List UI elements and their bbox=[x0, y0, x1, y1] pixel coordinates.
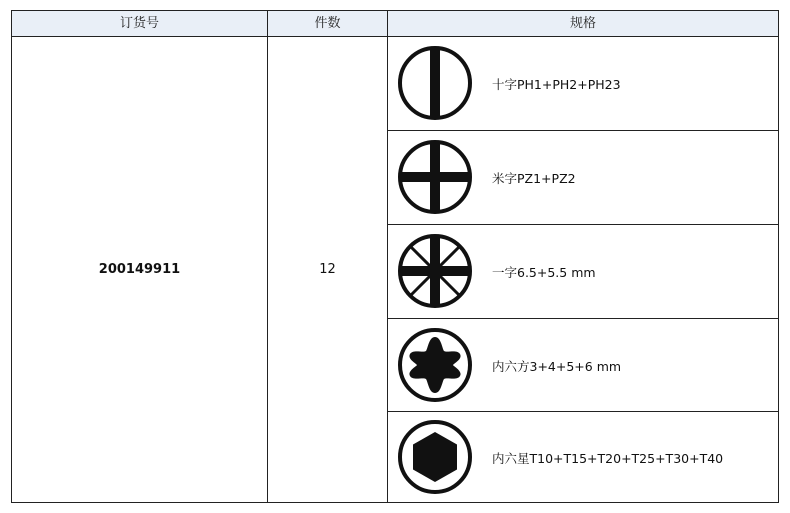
spec-row bbox=[388, 319, 778, 411]
phillips-bit-icon bbox=[396, 138, 474, 216]
count-cell: 12 bbox=[319, 262, 336, 277]
spec-row bbox=[388, 37, 778, 130]
spec-label: 米字PZ1+PZ2 bbox=[492, 171, 576, 186]
slotted-bit-icon bbox=[396, 44, 474, 122]
header-count: 件数 bbox=[314, 16, 341, 31]
pozidriv-bit-icon bbox=[396, 232, 474, 310]
spec-table bbox=[11, 10, 779, 503]
torx-bit-icon bbox=[396, 326, 474, 404]
hex-bit-icon bbox=[396, 418, 474, 496]
spec-row bbox=[388, 412, 778, 502]
header-spec: 规格 bbox=[569, 16, 596, 31]
spec-label: 十字PH1+PH2+PH23 bbox=[492, 77, 621, 92]
spec-row bbox=[388, 225, 778, 318]
table-header bbox=[12, 11, 778, 37]
spec-row bbox=[388, 131, 778, 224]
spec-label: 内六星T10+T15+T20+T25+T30+T40 bbox=[492, 451, 724, 466]
order-number-cell: 200149911 bbox=[98, 262, 181, 277]
spec-label: 内六方3+4+5+6 mm bbox=[492, 359, 622, 374]
spec-label: 一字6.5+5.5 mm bbox=[492, 265, 596, 280]
header-order-no: 订货号 bbox=[119, 16, 159, 31]
